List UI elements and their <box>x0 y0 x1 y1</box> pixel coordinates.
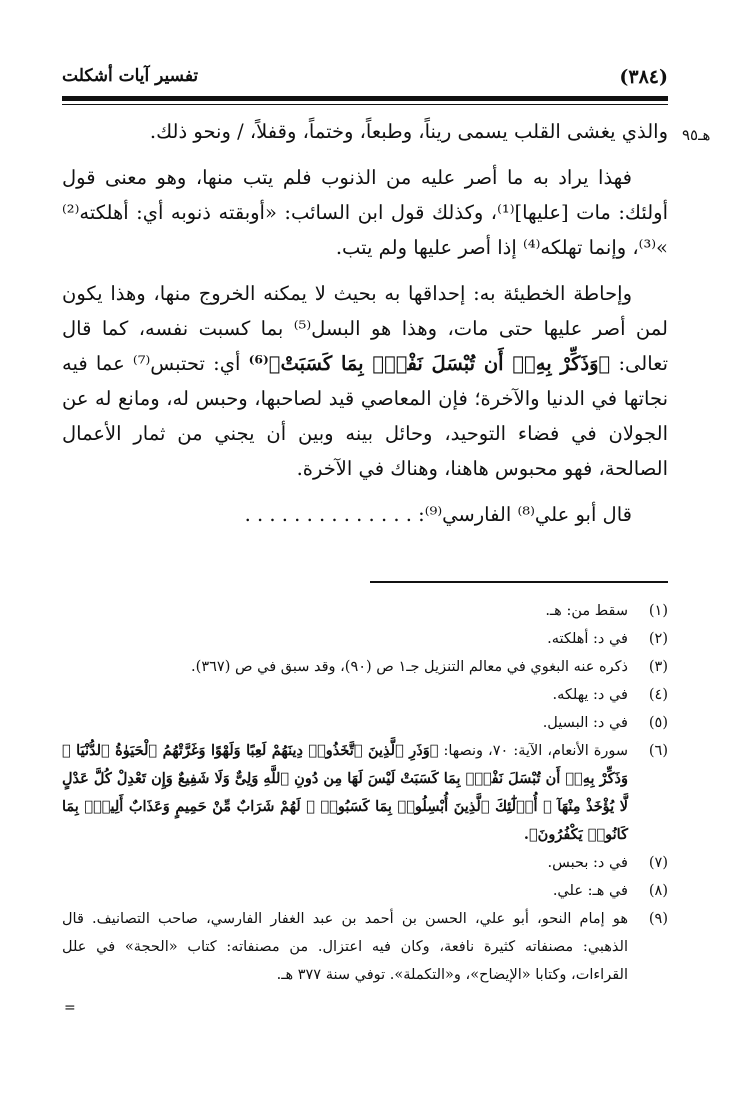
footnote <box>62 597 668 625</box>
footnote-number: (٨) <box>648 883 668 899</box>
footnote-verse: ﴿وَذَرِ ٱلَّذِينَ ٱتَّخَذُوا۟ دِينَهُمْ لَعِبًا وَلَهْوًا وَغَرَّتْهُمُ ٱلْحَيَوٰةُ ٱلدُّنْيَا ۚ وَذَكِّرْ بِهِۦٓ أَن تُبْسَلَ نَفْسٌۢ بِمَا كَسَبَتْ لَيْسَ لَهَا مِن دُونِ ٱللَّهِ وَلِىٌّ وَلَا شَفِيعٌ وَإِن تَعْدِلْ كُلَّ عَدْلٍ لَّا يُؤْخَذْ مِنْهَآ ۗ أُو۟لَٰٓئِكَ ٱلَّذِينَ أُبْسِلُوا۟ بِمَا كَسَبُوا۟ ۖ لَهُمْ شَرَابٌ مِّنْ حَمِيمٍ وَعَذَابٌ أَلِيمٌۢ بِمَا كَانُوا۟ يَكْفُرُونَ﴾. <box>62 742 628 843</box>
footnote-number: (٣) <box>648 659 668 675</box>
paragraph-2: فهذا يراد به ما أصر عليه من الذنوب فلم يتب منها، وهو معنى قول أولئك: مات [عليها]⁽¹⁾، وكذلك قول ابن السائب: «أوبقته ذنوبه أي: أهلكته⁽²⁾ »⁽³⁾، وإنما تهلكه⁽⁴⁾ إذا أصر عليها ولم يتب. <box>62 166 668 259</box>
paragraph-1: والذي يغشى القلب يسمى ريناً، وطبعاً، وختماً، وقفلاً، / ونحو ذلك. <box>149 120 668 143</box>
paragraph-3-continuation: أي: تحتبس⁽⁷⁾ عما فيه نجاتها في الدنيا والآخرة؛ فإن المعاصي قيد لصاحبها، وحبس له، ومانع له عن الجولان في فضاء التوحيد، وحائل بينه وبين أن يجني من ثمار الأعمال الصالحة، فهو محبوس هاهنا، وهناك في الآخرة. <box>62 352 668 480</box>
footnote-text: في د: أهلكته. <box>547 631 628 647</box>
footnote <box>62 737 668 849</box>
header-rule-thick <box>62 96 668 101</box>
continuation-mark: = <box>64 1000 76 1016</box>
footnote-number: (٥) <box>648 715 668 731</box>
footnote-text: في د: بحبس. <box>547 855 628 871</box>
footnote-prefix: سورة الأنعام، الآية: ٧٠، ونصها: <box>443 743 629 759</box>
margin-note: هـ٩٥ <box>682 126 711 144</box>
paragraph-3-text: وإحاطة الخطيئة به: إحداقها به بحيث لا يمكنه الخروج منها، وهذا يكون لمن أصر عليها حتى مات، وهذا هو البسل⁽⁵⁾ بما كسبت نفسه، كما قال تعالى: <box>62 282 668 375</box>
footnote-number: (٢) <box>648 631 668 647</box>
quran-quote: ﴿وَذَكِّرْ بِهِۦٓ أَن تُبْسَلَ نَفْسٌۢ بِمَا كَسَبَتْ﴾⁽⁶⁾ <box>248 352 611 375</box>
footnote <box>62 653 668 681</box>
footnote-number: (٩) <box>648 911 668 927</box>
footnote-text: في هـ: علي. <box>552 883 628 899</box>
footnote-number: (١) <box>648 603 668 619</box>
footnote-number: (٧) <box>648 855 668 871</box>
paragraph-3 <box>62 276 668 486</box>
footnote <box>62 625 668 653</box>
footnote-number: (٤) <box>648 687 668 703</box>
book-title: تفسير آيات أشكلت <box>62 66 199 86</box>
footnote-separator <box>370 581 668 583</box>
running-header <box>62 66 668 92</box>
footnote-text: ذكره عنه البغوي في معالم التنزيل جـ١ ص (٩٠)، وقد سبق في ص (٣٦٧). <box>191 659 628 675</box>
main-text <box>62 114 668 543</box>
footnote <box>62 681 668 709</box>
footnote <box>62 877 668 905</box>
header-rule-thin <box>62 104 668 105</box>
footnote-text <box>62 737 628 849</box>
footnote <box>62 905 668 989</box>
footnote-text: سقط من: هـ. <box>545 603 628 619</box>
footnotes <box>62 597 668 989</box>
page-number: (٣٨٤) <box>619 66 668 88</box>
footnote-text: هو إمام النحو، أبو علي، الحسن بن أحمد بن عبد الغفار الفارسي، صاحب التصانيف. قال الذهبي: مصنفاته كثيرة نافعة، وكان فيه اعتزال. من مصنفاته: كتاب «الحجة» في علل القراءات، وكتابا «الإيضاح»، و«التكملة». توفي سنة ٣٧٧ هـ. <box>62 911 628 983</box>
footnote-number: (٦) <box>648 743 668 759</box>
footnote <box>62 709 668 737</box>
footnote-text: في د: البسيل. <box>542 715 628 731</box>
footnote-text: في د: يهلكه. <box>552 687 628 703</box>
paragraph-4: قال أبو علي⁽⁸⁾ الفارسي⁽⁹⁾: . . . . . . . . . . . . . . <box>244 503 632 526</box>
footnote <box>62 849 668 877</box>
